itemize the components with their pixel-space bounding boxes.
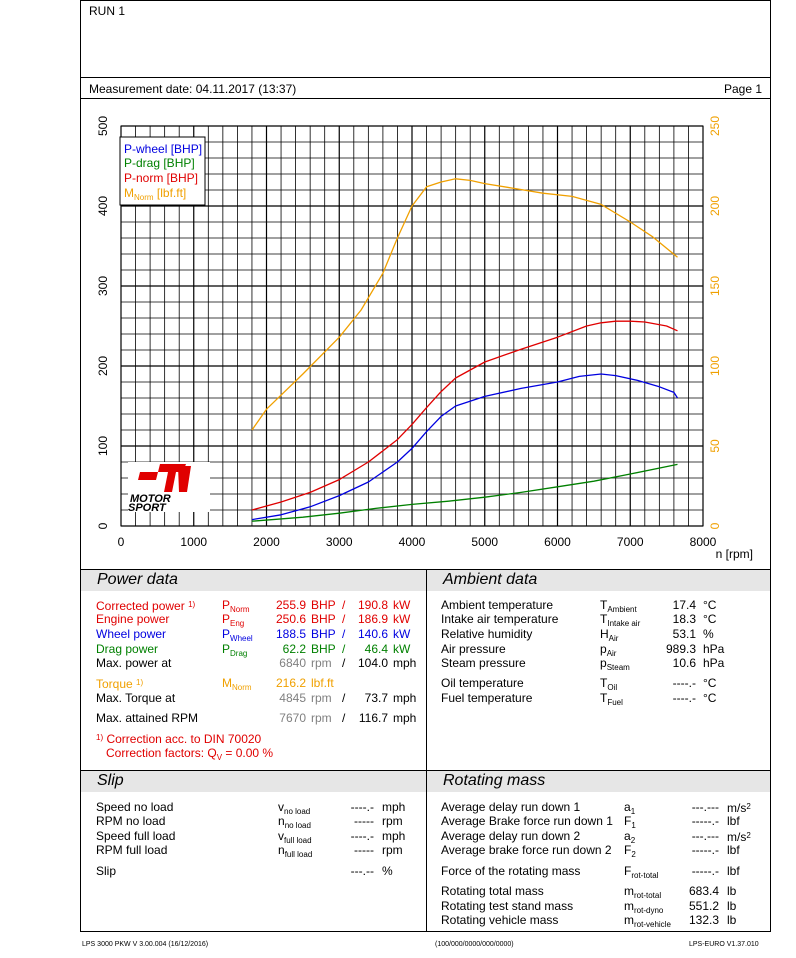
footer-version: LPS-EURO V1.37.010 (689, 941, 759, 948)
power-row-unit1: BHP (311, 612, 336, 626)
row-unit: $m/s^2$ (727, 801, 751, 815)
y-left-tick-label: 0 (96, 522, 110, 530)
row-label: Steam pressure (441, 656, 526, 670)
row-value: 132.3 (688, 913, 719, 927)
row-symbol: $v_{full load}$ (278, 829, 312, 845)
row-value: ----.- (350, 800, 374, 814)
row-value: ---.-- (350, 864, 374, 878)
symbol-subscript: 2 (630, 836, 636, 845)
power-row-label: Torque $^{1)}$ (96, 677, 144, 691)
symbol-subscript: Norm (230, 605, 250, 614)
symbol-subscript: rot-total (634, 891, 662, 900)
row-unit: rpm (382, 814, 403, 828)
power-row-value2: 186.9 (357, 612, 388, 626)
power-row-label: Max. Torque at (96, 691, 176, 705)
power-row-unit1: BHP (311, 642, 336, 656)
power-row-value1: 4845 (279, 691, 306, 705)
row-symbol: $T_{Intake air}$ (600, 612, 641, 628)
power-row-label: Max. attained RPM (96, 711, 199, 725)
symbol-subscript: Air (606, 649, 617, 658)
power-row-label: Wheel power (96, 627, 167, 641)
power-row-symbol: $P_{Norm}$ (222, 598, 250, 614)
legend-unit: [lbf.ft] (153, 186, 187, 200)
symbol-subscript: Fuel (607, 698, 623, 707)
row-symbol: $p_{Steam}$ (600, 656, 630, 672)
row-label: Fuel temperature (441, 691, 533, 705)
row-value: ---.--- (691, 829, 719, 843)
power-row-value1: 255.9 (275, 598, 306, 612)
row-unit: °C (703, 691, 717, 705)
row-value: ----.- (350, 829, 374, 843)
power-row-sep: / (342, 656, 346, 670)
power-row-label: Engine power (96, 612, 170, 626)
run-title: RUN 1 (89, 4, 126, 18)
power-row-sep: / (342, 627, 346, 641)
power-row-unit1: rpm (311, 691, 332, 705)
row-unit: mph (382, 800, 406, 814)
y-right-tick-label: 100 (708, 355, 722, 377)
power-row-unit1: rpm (311, 656, 332, 670)
row-label: Speed full load (96, 829, 176, 843)
row-symbol: $m_{rot-total}$ (624, 884, 662, 900)
column-divider (426, 569, 427, 932)
x-tick-label: 2000 (253, 535, 280, 549)
legend-m-norm: $M_{Norm}$ [lbf.ft] (124, 186, 187, 202)
symbol-subscript: Ambient (607, 605, 637, 614)
row-symbol: $T_{Fuel}$ (600, 691, 623, 707)
logo-text-sport: SPORT (128, 502, 166, 514)
unit-superscript: 2 (746, 831, 751, 840)
row-symbol: $n_{full load}$ (278, 843, 313, 859)
page-number: Page 1 (724, 82, 763, 96)
power-row-label: Corrected power $^{1)}$ (96, 599, 196, 613)
row-symbol: $F_{rot-total}$ (624, 864, 659, 880)
symbol-subscript: Wheel (230, 634, 253, 643)
correction-factors: Correction factors: $Q_V = 0.00$ % (106, 746, 274, 762)
symbol-subscript: 2 (631, 850, 636, 859)
divider (80, 98, 771, 99)
row-symbol: $m_{rot-dyno}$ (624, 899, 664, 915)
row-unit: lb (727, 913, 737, 927)
row-unit: % (382, 864, 393, 878)
row-unit: lbf (727, 814, 740, 828)
power-row-sep: / (342, 612, 346, 626)
power-row-value2: 140.6 (357, 627, 388, 641)
row-symbol: $n_{no load}$ (278, 814, 311, 830)
power-data-header: Power data (81, 570, 426, 591)
symbol-subscript: Oil (607, 683, 618, 692)
row-unit: lb (727, 884, 737, 898)
symbol-subscript: full load (284, 836, 312, 845)
row-symbol: $v_{no load}$ (278, 800, 311, 816)
footnote-mark: 1) (136, 678, 144, 687)
symbol-subscript: Air (608, 634, 619, 643)
power-row-sep: / (342, 598, 346, 612)
power-row-value2: 73.7 (364, 691, 388, 705)
row-unit: $m/s^2$ (727, 830, 751, 844)
footer-software: LPS 3000 PKW V 3.00.004 (16/12/2016) (82, 941, 209, 948)
legend-subscript: Norm (134, 193, 154, 202)
row-value: -----.- (691, 814, 719, 828)
power-row-value2: 116.7 (358, 711, 388, 725)
legend-p-drag: P-drag [BHP] (124, 156, 195, 170)
row-label: Oil temperature (441, 676, 524, 690)
row-symbol: $F_2$ (624, 843, 636, 859)
y-left-tick-label: 500 (96, 115, 110, 137)
row-unit: lb (727, 899, 737, 913)
power-row-value1: 188.5 (275, 627, 306, 641)
row-value: 683.4 (688, 884, 719, 898)
row-symbol: $H_{Air}$ (600, 627, 619, 643)
power-row-value2: 190.8 (357, 598, 388, 612)
y-left-tick-label: 300 (96, 275, 110, 297)
y-left-tick-label: 200 (96, 355, 110, 377)
y-left-tick-label: 100 (96, 435, 110, 457)
power-row-unit2: kW (393, 612, 411, 626)
power-row-symbol: $M_{Norm}$ (222, 676, 252, 692)
row-value: 53.1 (672, 627, 696, 641)
symbol-subscript: 1 (630, 807, 636, 816)
legend-p-wheel: P-wheel [BHP] (124, 142, 203, 156)
row-label: Slip (96, 864, 117, 878)
row-label: Force of the rotating mass (441, 864, 581, 878)
symbol-subscript: rot-vehicle (634, 920, 671, 929)
row-value: ---.--- (691, 800, 719, 814)
x-tick-label: 1000 (180, 535, 208, 549)
symbol-subscript: Norm (232, 683, 252, 692)
legend-p-norm: P-norm [BHP] (124, 171, 199, 185)
unit-superscript: 2 (746, 802, 751, 811)
row-label: Speed no load (96, 800, 174, 814)
logo-text-motor: MOTOR (130, 493, 171, 505)
symbol-subscript: rot-total (631, 871, 659, 880)
measurement-date: Measurement date: 04.11.2017 (13:37) (89, 82, 297, 96)
power-row-label: Max. power at (96, 656, 172, 670)
row-value: 551.2 (688, 899, 719, 913)
y-right-tick-label: 200 (708, 195, 722, 217)
divider (80, 77, 771, 78)
motorsport-logo (128, 462, 210, 514)
x-tick-label: 4000 (398, 535, 426, 549)
row-label: Average brake force run down 2 (441, 843, 612, 857)
power-row-unit2: kW (393, 627, 411, 641)
row-label: Air pressure (441, 642, 506, 656)
power-row-value2: 104.0 (357, 656, 388, 670)
power-row-unit2: mph (393, 711, 417, 725)
correction-note: $^{1)}$ Correction acc. to DIN 70020 (96, 732, 262, 746)
row-label: Rotating vehicle mass (441, 913, 559, 927)
dyno-chart (80, 100, 771, 568)
row-unit: rpm (382, 843, 403, 857)
row-label: Average Brake force run down 1 (441, 814, 613, 828)
row-value: -----.- (691, 864, 719, 878)
row-value: 17.4 (672, 598, 696, 612)
y-right-tick-label: 0 (708, 522, 722, 530)
row-label: Rotating total mass (441, 884, 544, 898)
ambient-data-header: Ambient data (427, 570, 770, 591)
footnote-mark: 1) (188, 600, 196, 609)
symbol-subscript: no load (284, 807, 311, 816)
power-row-unit1: lbf.ft (311, 676, 334, 690)
symbol-subscript: Intake air (607, 619, 641, 628)
row-symbol: $a_1$ (624, 800, 636, 816)
row-value: ----- (354, 814, 374, 828)
power-row-symbol: $P_{Drag}$ (222, 642, 248, 658)
row-label: RPM no load (96, 814, 166, 828)
row-unit: hPa (703, 642, 725, 656)
row-symbol: $a_2$ (624, 829, 636, 845)
row-unit: % (703, 627, 714, 641)
row-value: ----.- (672, 691, 696, 705)
symbol-subscript: no load (284, 821, 311, 830)
x-tick-label: 7000 (616, 535, 644, 549)
row-value: 10.6 (672, 656, 696, 670)
row-symbol: $T_{Oil}$ (600, 676, 618, 692)
row-value: ----- (354, 843, 374, 857)
y-right-tick-label: 250 (708, 115, 722, 137)
slip-header: Slip (81, 771, 426, 792)
row-label: RPM full load (96, 843, 168, 857)
power-row-sep: / (342, 642, 346, 656)
row-unit: lbf (727, 864, 740, 878)
power-row-unit2: kW (393, 598, 411, 612)
row-value: -----.- (691, 843, 719, 857)
row-label: Relative humidity (441, 627, 533, 641)
power-row-value1: 6840 (279, 656, 306, 670)
legend-box (120, 137, 205, 205)
power-row-symbol: $P_{Eng}$ (222, 612, 245, 628)
power-row-unit2: mph (393, 656, 417, 670)
power-row-unit1: BHP (311, 598, 336, 612)
power-row-sep: / (342, 711, 346, 725)
rotating-mass-header: Rotating mass (427, 771, 770, 792)
symbol-subscript: full load (284, 850, 313, 859)
power-row-unit2: kW (393, 642, 411, 656)
row-symbol: $m_{rot-vehicle}$ (624, 913, 671, 929)
symbol-subscript: Drag (230, 649, 248, 658)
row-value: 989.3 (665, 642, 696, 656)
row-unit: °C (703, 612, 717, 626)
footer-code: (100/000/0000/000/0000) (435, 941, 514, 948)
x-tick-label: 0 (117, 535, 125, 549)
row-value: 18.3 (672, 612, 696, 626)
x-tick-label: 8000 (689, 535, 717, 549)
row-label: Rotating test stand mass (441, 899, 574, 913)
power-row-unit2: mph (393, 691, 417, 705)
symbol-subscript: Eng (230, 619, 245, 628)
power-row-value2: 46.4 (364, 642, 388, 656)
x-tick-label: 5000 (471, 535, 499, 549)
row-unit: °C (703, 598, 717, 612)
row-value: ----.- (672, 676, 696, 690)
x-axis-label: n [rpm] (715, 547, 753, 561)
row-unit: °C (703, 676, 717, 690)
symbol-subscript: 1 (631, 821, 636, 830)
row-label: Intake air temperature (441, 612, 559, 626)
symbol-subscript: rot-dyno (634, 906, 664, 915)
y-left-tick-label: 400 (96, 195, 110, 217)
row-label: Ambient temperature (441, 598, 554, 612)
row-label: Average delay run down 1 (441, 800, 581, 814)
x-tick-label: 6000 (544, 535, 571, 549)
x-tick-label: 3000 (325, 535, 353, 549)
power-row-value1: 7670 (279, 711, 306, 725)
row-label: Average delay run down 2 (441, 829, 581, 843)
power-row-label: Drag power (96, 642, 159, 656)
power-row-value1: 216.2 (275, 676, 306, 690)
power-row-value1: 62.2 (282, 642, 306, 656)
row-symbol: $p_{Air}$ (600, 642, 617, 658)
power-row-sep: / (342, 691, 346, 705)
power-row-symbol: $P_{Wheel}$ (222, 627, 253, 643)
row-symbol: $T_{Ambient}$ (600, 598, 637, 614)
power-row-unit1: rpm (311, 711, 332, 725)
symbol-subscript: Steam (606, 663, 630, 672)
row-unit: mph (382, 829, 406, 843)
row-unit: hPa (703, 656, 725, 670)
y-right-tick-label: 50 (708, 439, 722, 453)
row-unit: lbf (727, 843, 740, 857)
power-row-value1: 250.6 (275, 612, 306, 626)
row-symbol: $F_1$ (624, 814, 636, 830)
power-row-unit1: BHP (311, 627, 336, 641)
y-right-tick-label: 150 (708, 275, 722, 297)
